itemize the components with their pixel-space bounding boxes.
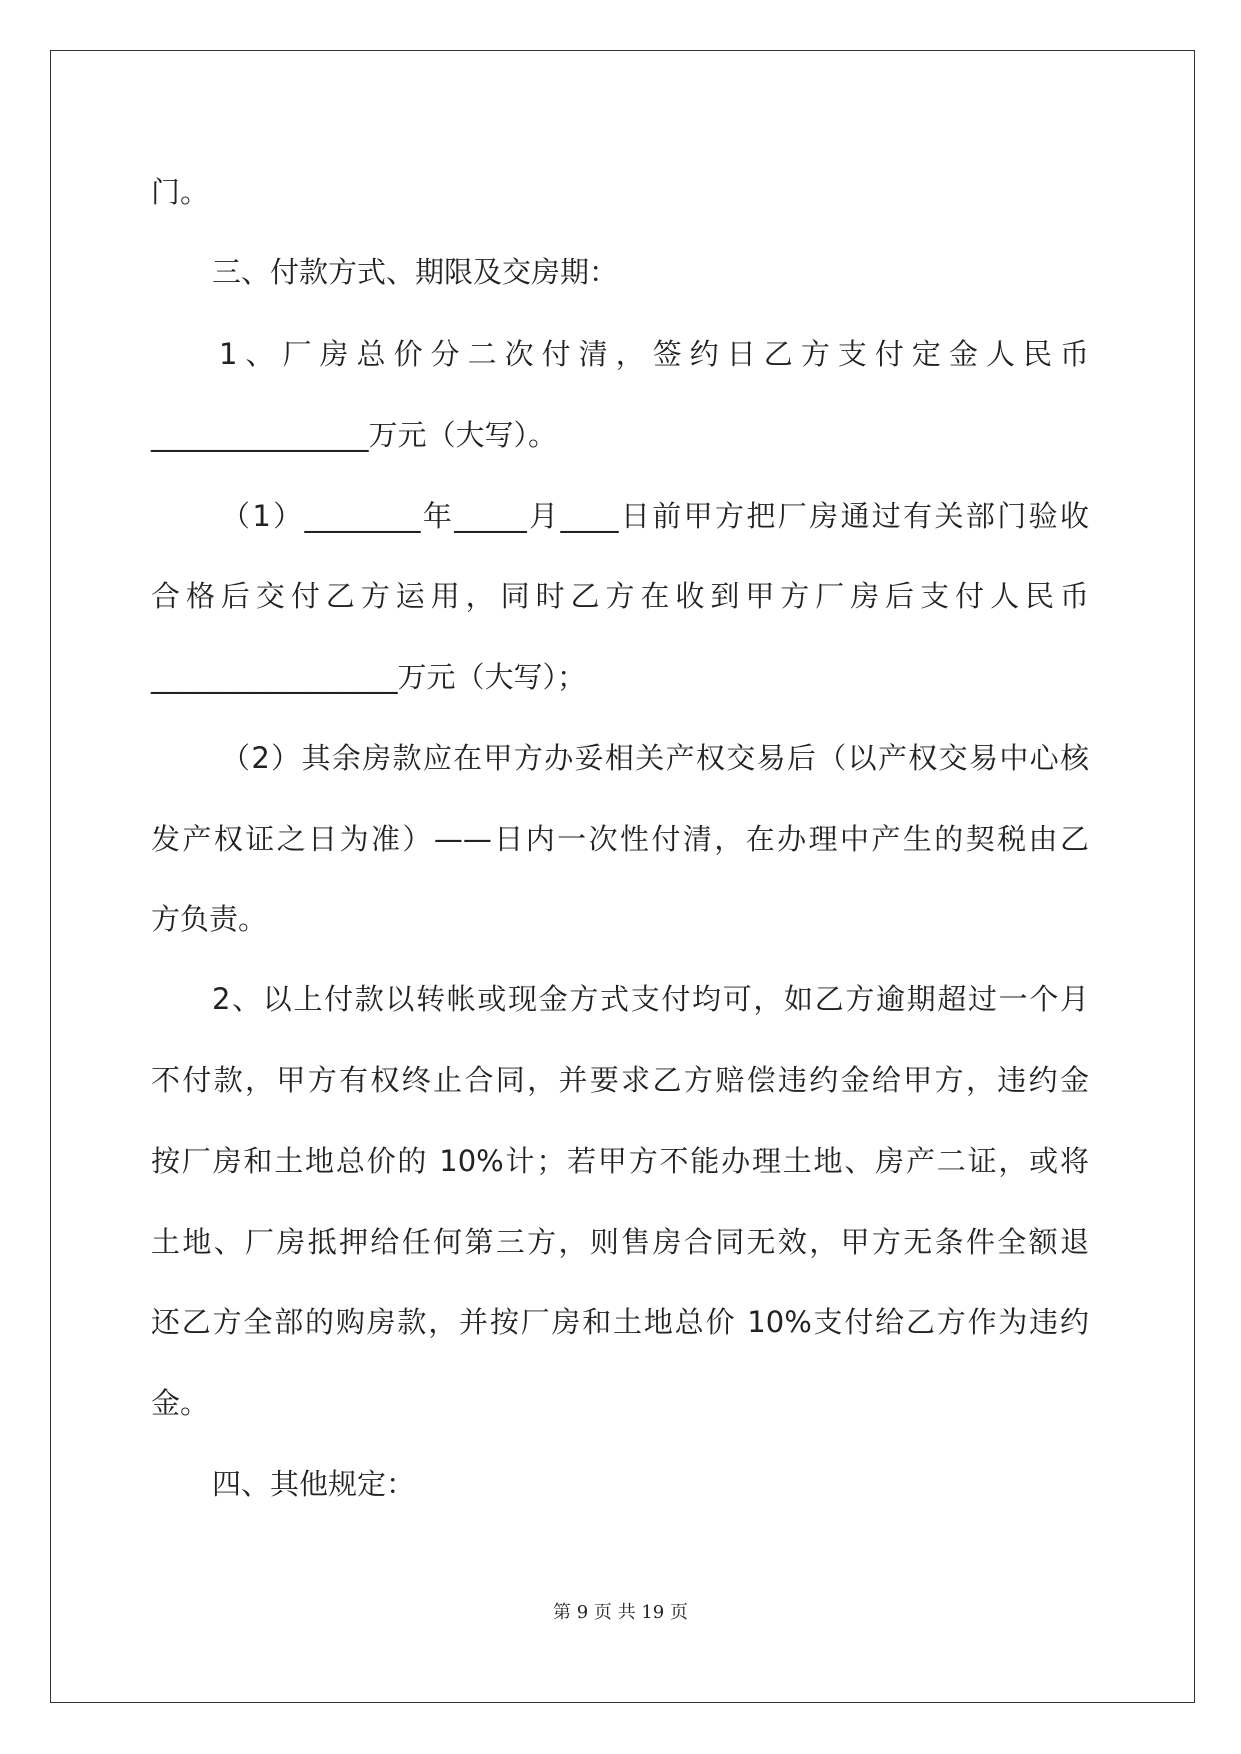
body-line-3: 1、厂房总价分二次付清，签约日乙方支付定金人民币: [219, 337, 1089, 371]
body-line-7: _________________万元（大写）；: [151, 660, 587, 694]
body-line-4: _______________万元（大写）。: [151, 418, 558, 452]
body-line-13: 按厂房和土地总价的 10%计；若甲方不能办理土地、房产二证，或将: [151, 1144, 1089, 1178]
body-line-14: 土地、厂房抵押给任何第三方，则售房合同无效，甲方无条件全额退: [151, 1225, 1089, 1259]
page-border: [50, 50, 1195, 1703]
body-line-10: 方负责。: [151, 902, 268, 936]
section-heading-other: 四、其他规定：: [212, 1467, 416, 1501]
body-line-16: 金。: [151, 1386, 210, 1420]
body-line-12: 不付款，甲方有权终止合同，并要求乙方赔偿违约金给甲方，违约金: [151, 1063, 1089, 1097]
body-line-5: （1）________年_____月____日前甲方把厂房通过有关部门验收: [221, 499, 1089, 533]
body-line-11: 2、以上付款以转帐或现金方式支付均可，如乙方逾期超过一个月: [212, 982, 1089, 1016]
body-line-8: （2）其余房款应在甲方办妥相关产权交易后（以产权交易中心核: [221, 741, 1089, 775]
body-line-15: 还乙方全部的购房款，并按厂房和土地总价 10%支付给乙方作为违约: [151, 1305, 1089, 1339]
body-line-6: 合格后交付乙方运用，同时乙方在收到甲方厂房后支付人民币: [151, 579, 1089, 613]
section-heading-payment: 三、付款方式、期限及交房期：: [212, 255, 619, 289]
body-line-9: 发产权证之日为准）——日内一次性付清，在办理中产生的契税由乙: [151, 822, 1089, 856]
body-line-1: 门。: [151, 175, 210, 209]
page-number-footer: 第 9 页 共 19 页: [553, 1602, 688, 1623]
